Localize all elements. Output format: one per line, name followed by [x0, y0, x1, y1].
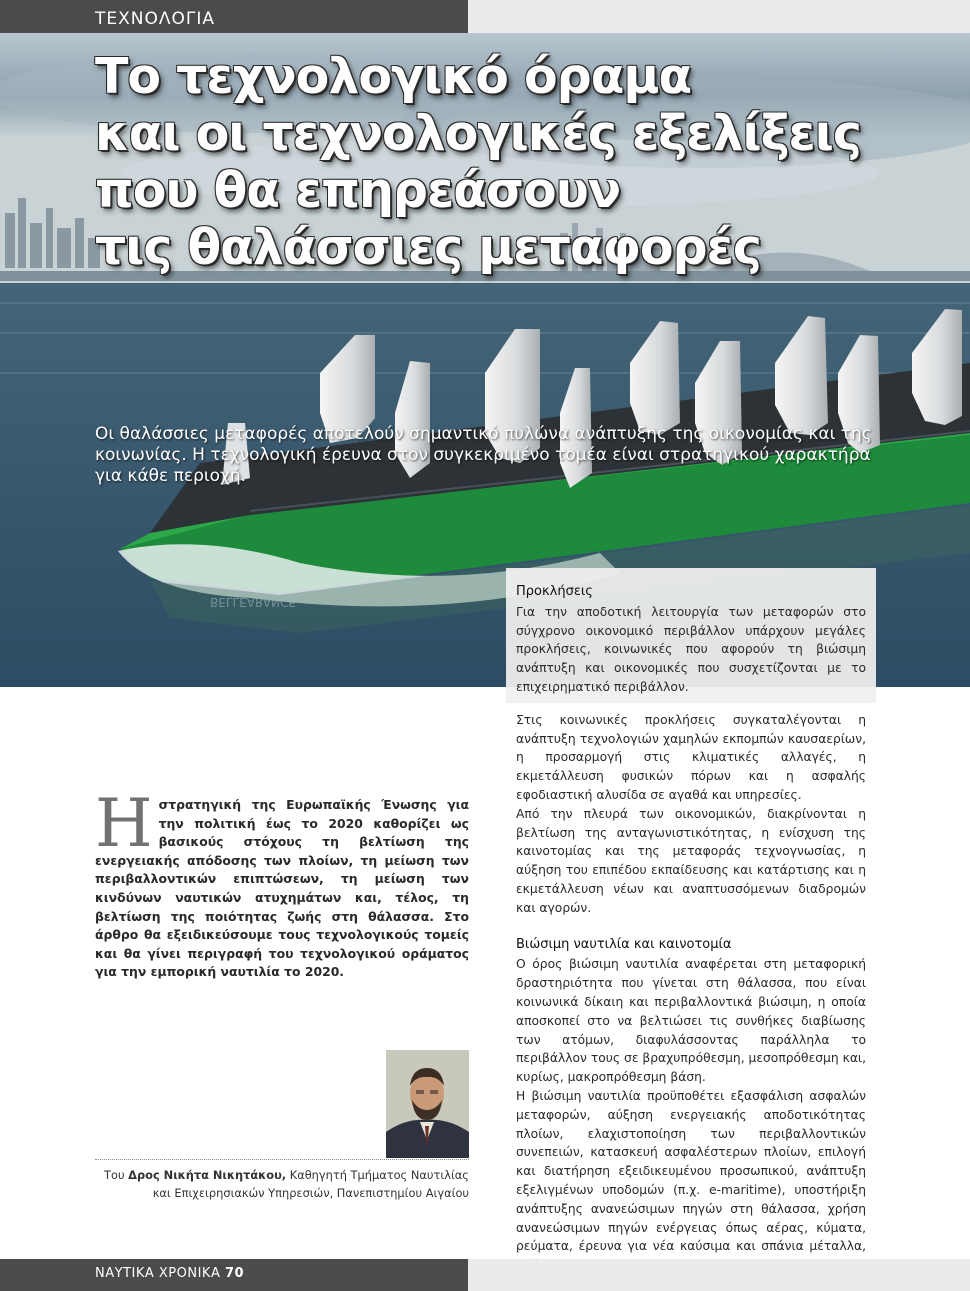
author-role: Καθηγητή Τμήματος Ναυτιλίας — [286, 1168, 469, 1182]
challenges-box — [506, 568, 876, 703]
intro-paragraph — [95, 785, 469, 982]
drop-cap: Η — [95, 785, 153, 862]
author-photo — [386, 1050, 469, 1158]
sustainability-paragraph: Η βιώσιμη ναυτιλία προϋποθέτει εξασφάλιση ασφαλών μεταφορών, αύξηση ενεργειακής αποδοτικότητας πλοίων, ελαχιστοποίηση των περιβαλλοντικών συνεπειών, κατασκευή ασφαλέστερων πλοίων, επιλογή και διατήρηση εξειδικευμένου προσωπικού, ανάπτυξη εξελιγμένων υποδομών (π.χ. e-maritime), υποστήριξη ανάπτυξης ανανεώσιμων πηγών στη θάλασσα, χρήση ανανεώσιμων πηγών ενέργειας όπως αέρας, κύματα, ρεύματα, έρευνα για νέα καύσιμα και σπάνια μέταλλα, — [516, 1088, 866, 1254]
section-bar-accent — [468, 0, 970, 33]
headline-line: και οι τεχνολογικές εξελίξεις — [95, 105, 861, 162]
author-name: Δρος Νικήτα Νικητάκου, — [128, 1168, 287, 1182]
magazine-name: ΝΑΥΤΙΚΑ ΧΡΟΝΙΚΑ — [95, 1266, 221, 1281]
sustainability-heading: Βιώσιμη ναυτιλία και καινοτομία — [516, 936, 732, 952]
caption-divider — [95, 1159, 469, 1160]
challenges-paragraph: Από την πλευρά των οικονομικών, διακρίνονται η βελτίωση της ανταγωνιστικότητας, η ενίσχυση της καινοτομίας και της μεταφοράς τεχνογνωσίας, η αύξηση του επιπέδου εκπαίδευσης και κατάρτισης και η εκμετάλλευση νέων και αναπτυσσόμενων διαδρομών και αγορών. — [516, 806, 866, 915]
challenges-continued — [506, 703, 876, 1275]
headline — [95, 48, 861, 276]
challenges-paragraph: Στις κοινωνικές προκλήσεις συγκαταλέγονται η ανάπτυξη τεχνολογιών χαμηλών εκπομπών καυσαερίων, η προσαρμογή στις κλιματικές αλλαγές, η εκμετάλλευση φυσικών πόρων και η ασφαλής εφοδιαστική αλυσίδα σε αγαθά και υπηρεσίες. — [516, 712, 866, 802]
intro-text: στρατηγική της Ευρωπαϊκής Ένωσης για την πολιτική έως το 2020 καθορίζει ως βασικούς στόχους τη βελτίωση της ενεργειακής απόδοσης των πλοίων, τη μείωση των περιβαλλοντικών επιπτώσεων, τη μείωση των κινδύνων ναυτικών ατυχημάτων και, τέλος, τη βελτίωση της ποιότητας ζωής στη θάλασσα. Στο άρθρο θα εξειδικεύσουμε τους τεχνολογικούς τομείς και θα γίνει περιγραφή του τεχνολογικού οράματος για την εμπορική ναυτιλία το 2020. — [95, 797, 469, 980]
sustainability-paragraph: Ο όρος βιώσιμη ναυτιλία αναφέρεται στη μεταφορική δραστηριότητα που γίνεται στη θάλασσα, που είναι κοινωνικά δίκαιη και περιβαλλοντικά βιώσιμη, η οποία αποσκοπεί στο να βελτιώσει τις συνθήκες διαβίωσης των ατόμων, διαφυλάσσοντας παράλληλα το περιβάλλον τους σε βραχυπρόθεσμη, μεσοπρόθεσμη και, κυρίως, μακροπρόθεσμη βάση. — [516, 957, 866, 1085]
footer-bar-accent — [468, 1259, 970, 1291]
section-bar — [0, 0, 468, 33]
section-label: ΤΕΧΝΟΛΟΓΙΑ — [95, 9, 215, 29]
right-column — [506, 568, 876, 1275]
author-affiliation: και Επιχειρησιακών Υπηρεσιών, Πανεπιστημίου Αιγαίου — [152, 1186, 469, 1200]
caption-prefix: Του — [104, 1168, 129, 1182]
headline-line: τις θαλάσσιες μεταφορές — [95, 219, 761, 276]
author-caption — [95, 1166, 469, 1202]
challenges-paragraph: Για την αποδοτική λειτουργία των μεταφορών στο σύγχρονο οικονομικό περιβάλλον υπάρχουν μεγάλες προκλήσεις, κοινωνικές που αφορούν τη βιώσιμη ανάπτυξη και οικονομικές που συσχετίζονται με το επιχειρηματικό περιβάλλον. — [516, 604, 866, 694]
page-number: 70 — [224, 1266, 245, 1281]
headline-line: που θα επηρεάσουν — [95, 162, 621, 219]
lead-paragraph: Οι θαλάσσιες μεταφορές αποτελούν σημαντικό πυλώνα ανάπτυξης της οικονομίας και της κοινωνίας. Η τεχνολογική έρευνα στον συγκεκριμένο τομέα είναι στρατηγικού χαρακτήρα για κάθε περιοχή. — [95, 424, 872, 486]
hull-name-reflection: BELLEARANCE — [210, 595, 296, 609]
headline-line: Το τεχνολογικό όραμα — [95, 48, 692, 105]
footer-label — [95, 1266, 244, 1281]
challenges-heading: Προκλήσεις — [516, 584, 593, 599]
